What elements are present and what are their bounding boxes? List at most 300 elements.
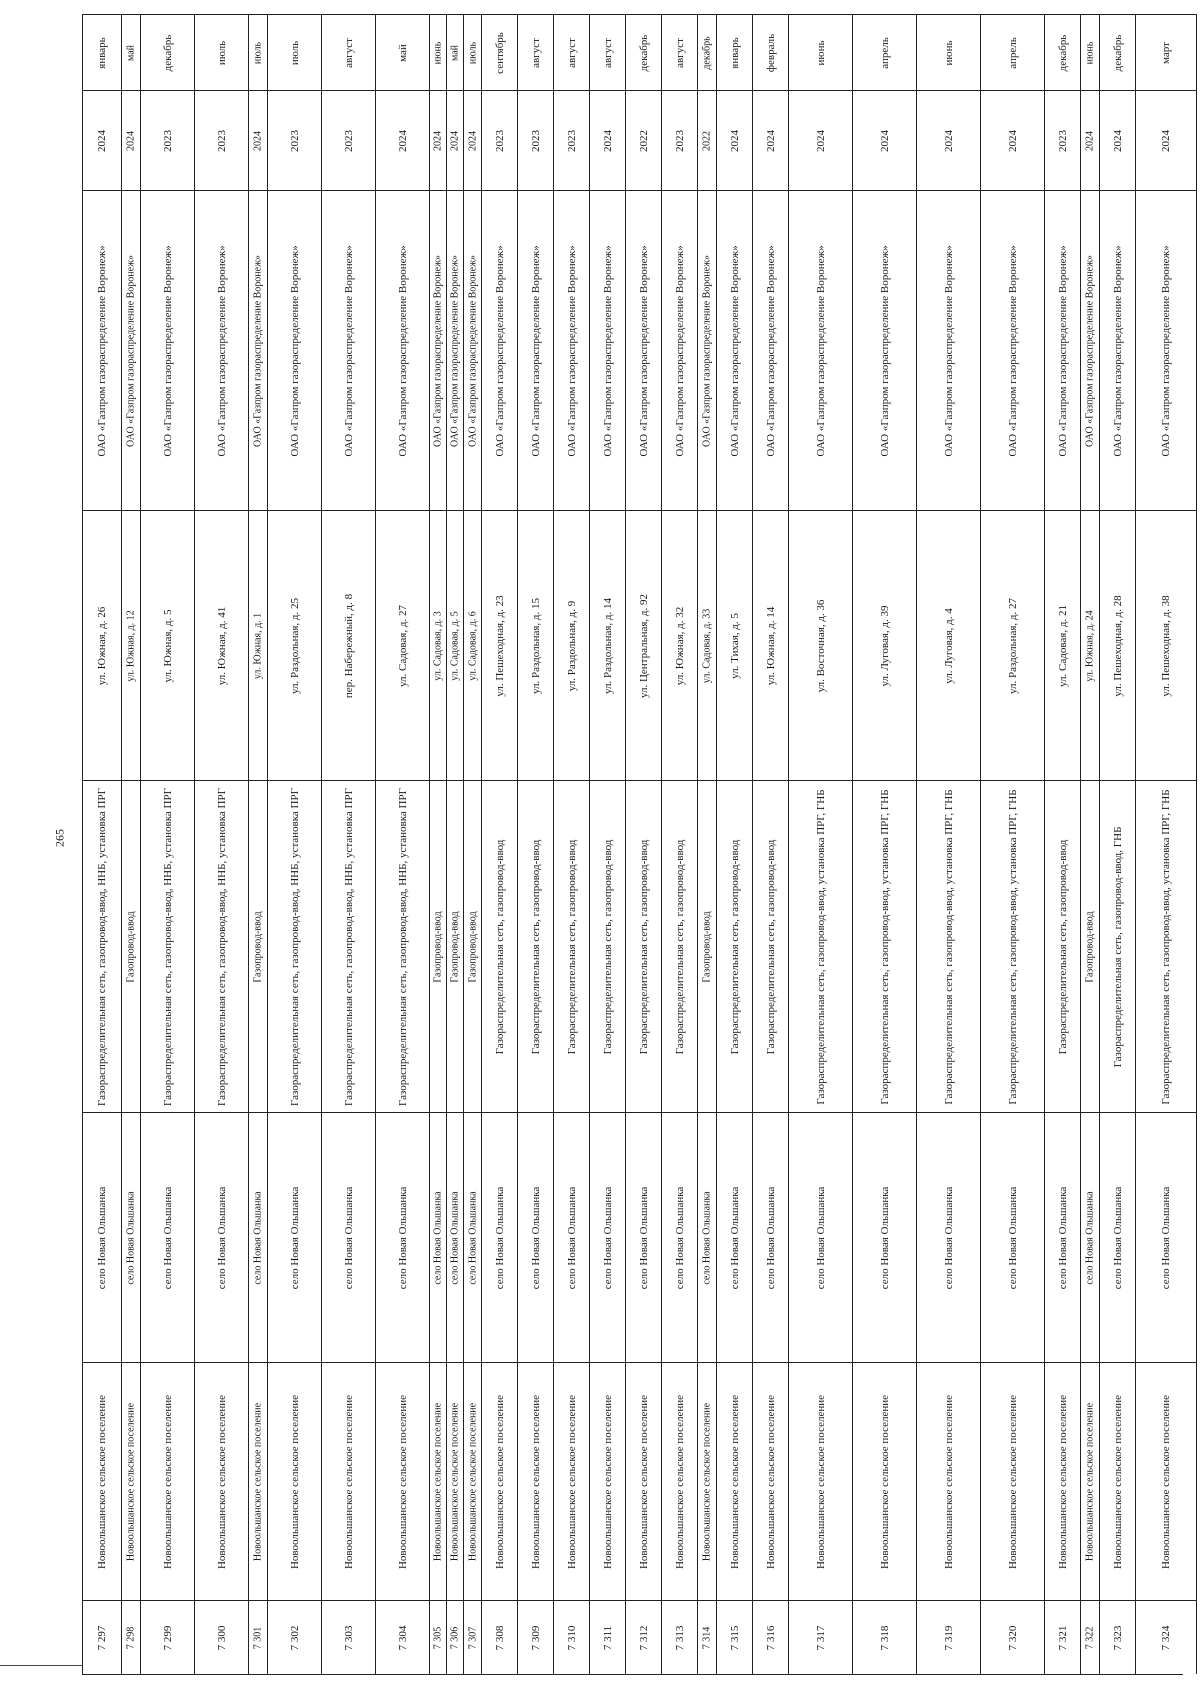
cell-text: ОАО «Газпром газораспределение Воронеж» [161,244,174,457]
cell-locality [981,1112,1044,1362]
cell-year [981,90,1044,190]
cell-text: ул. Южная, д. 1 [252,612,264,679]
cell-address [590,510,625,780]
cell-text: ул. Пешеходная, д. 38 [1160,594,1172,697]
cell-text: пер. Набережный, д. 8 [342,593,355,698]
cell-settlement [141,1362,194,1600]
cell-month [141,14,194,90]
cell-settlement [698,1362,716,1600]
cell-month [1136,14,1196,90]
cell-text: село Новая Ольшанка [701,1190,713,1285]
cell-text: Газораспределительная сеть, газопровод-ввод [728,839,741,1054]
cell-text: Новоольшанское сельское поселение [161,1394,174,1569]
cell-text: ОАО «Газпром газораспределение Воронеж» [565,244,578,457]
cell-owner [789,190,852,510]
cell-text: 7 311 [601,1625,614,1650]
cell-text: село Новая Ольшанка [125,1190,137,1285]
cell-text: ОАО «Газпром газораспределение Воронеж» [493,244,506,457]
cell-text: ул. Южная, д. 5 [161,609,174,682]
cell-address [83,510,121,780]
cell-text: май [449,44,461,61]
cell-text: 7 320 [1006,1625,1019,1650]
cell-text: декабрь [1056,34,1069,71]
cell-text: Газораспределительная сеть, газопровод-ввод, ГНБ [1111,826,1124,1067]
cell-text: 7 300 [215,1625,228,1650]
cell-text: Газопровод-ввод [449,910,461,983]
cell-month [981,14,1044,90]
cell-locality [447,1112,463,1362]
cell-text: село Новая Ольшанка [637,1186,650,1289]
cell-month [195,14,248,90]
cell-text: Газопровод-ввод [1084,910,1096,983]
cell-locality [430,1112,446,1362]
cell-text: Новоольшанское сельское поселение [1111,1394,1124,1569]
bottom-rule-left [0,1665,82,1666]
cell-address [195,510,248,780]
cell-text: сентябрь [493,31,506,74]
cell-year [1045,90,1080,190]
table-row [375,14,429,1674]
cell-locality [753,1112,788,1362]
cell-text: ОАО «Газпром газораспределение Воронеж» [396,244,409,457]
cell-owner [1136,190,1196,510]
cell-address [249,510,267,780]
cell-text: 7 306 [449,1626,461,1649]
cell-text: Новоольшанское сельское поселение [764,1394,777,1569]
cell-text: село Новая Ольшанка [493,1186,506,1289]
table-row [140,14,194,1674]
cell-settlement [1100,1362,1135,1600]
table-row [1080,14,1099,1674]
cell-object [430,780,446,1112]
cell-text: Новоольшанское сельское поселение [288,1394,301,1569]
cell-text: март [1160,41,1172,64]
cell-text: село Новая Ольшанка [432,1190,444,1285]
cell-text: Новоольшанское сельское поселение [467,1402,478,1561]
cell-num [482,1600,517,1674]
cell-text: Газораспределительная сеть, газопровод-ввод [601,839,614,1054]
cell-settlement [554,1362,589,1600]
cell-month [917,14,980,90]
cell-text: Новоольшанское сельское поселение [449,1402,461,1561]
cell-text: 2024 [1006,129,1019,152]
cell-text: август [342,37,355,68]
cell-year [249,90,267,190]
cell-text: 2024 [432,130,444,151]
table-row [267,14,321,1674]
cell-text: село Новая Ольшанка [252,1190,264,1285]
cell-year [662,90,697,190]
cell-month [590,14,625,90]
cell-address [1136,510,1196,780]
cell-settlement [83,1362,121,1600]
cell-text: Новоольшанское сельское поселение [1160,1394,1172,1569]
cell-text: 2023 [288,129,301,152]
cell-text: 2024 [942,129,955,152]
table-row [446,14,463,1674]
cell-num [981,1600,1044,1674]
cell-text: село Новая Ольшанка [1056,1186,1069,1289]
cell-text: ул. Раздольная, д. 25 [288,597,301,694]
cell-address [141,510,194,780]
cell-owner [83,190,121,510]
cell-owner [322,190,375,510]
cell-settlement [322,1362,375,1600]
cell-text: 2024 [449,130,461,151]
cell-year [322,90,375,190]
cell-num [322,1600,375,1674]
cell-owner [195,190,248,510]
cell-object [1081,780,1099,1112]
cell-text: Газораспределительная сеть, газопровод-ввод [493,839,506,1054]
cell-text: ул. Луговая, д. 4 [942,607,955,684]
cell-text: село Новая Ольшанка [396,1186,409,1289]
cell-text: 7 318 [878,1625,891,1650]
cell-num [376,1600,429,1674]
cell-month [853,14,916,90]
cell-num [1081,1600,1099,1674]
table-row [661,14,697,1674]
cell-text: 7 322 [1084,1626,1096,1649]
cell-text: ул. Пешеходная, д. 28 [1111,594,1124,697]
table-row [82,14,121,1674]
cell-text: ОАО «Газпром газораспределение Воронеж» [467,254,478,447]
cell-year [789,90,852,190]
cell-text: село Новая Ольшанка [942,1186,955,1289]
table-row [463,14,481,1674]
cell-owner [430,190,446,510]
cell-settlement [853,1362,916,1600]
cell-text: ул. Южная, д. 41 [215,606,228,685]
cell-settlement [981,1362,1044,1600]
cell-text: Газораспределительная сеть, газопровод-ввод, установка ПРГ, ГНБ [1160,788,1172,1105]
cell-text: ул. Раздольная, д. 9 [565,600,578,691]
cell-text: ул. Луговая, д. 39 [878,604,891,687]
table-row [980,14,1044,1674]
cell-year [1136,90,1196,190]
cell-text: 2024 [728,129,741,152]
cell-owner [447,190,463,510]
cell-text: июнь [432,41,444,64]
cell-text: Газораспределительная сеть, газопровод-ввод [673,839,686,1054]
cell-text: 2024 [601,129,614,152]
cell-settlement [789,1362,852,1600]
cell-text: 2023 [215,129,228,152]
cell-text: Новоольшанское сельское поселение [673,1394,686,1569]
cell-month [662,14,697,90]
cell-month [554,14,589,90]
cell-text: село Новая Ольшанка [529,1186,542,1289]
cell-text: апрель [878,36,891,69]
table-row [788,14,852,1674]
cell-text: ул. Садовая, д. 6 [467,610,478,681]
cell-text: ОАО «Газпром газораспределение Воронеж» [1111,244,1124,457]
cell-locality [268,1112,321,1362]
cell-text: ул. Южная, д. 32 [673,606,686,685]
cell-text: Газораспределительная сеть, газопровод-ввод, ННБ, установка ПРГ [288,787,301,1106]
cell-text: 2024 [878,129,891,152]
cell-owner [917,190,980,510]
cell-text: село Новая Ольшанка [565,1186,578,1289]
cell-text: Газопровод-ввод [467,910,478,983]
cell-text: ул. Садовая, д. 21 [1056,604,1069,687]
cell-num [122,1600,140,1674]
cell-num [717,1600,752,1674]
cell-num [626,1600,661,1674]
cell-text: Новоольшанское сельское поселение [878,1394,891,1569]
cell-text: декабрь [161,34,174,71]
cell-owner [1081,190,1099,510]
cell-month [268,14,321,90]
cell-num [1045,1600,1080,1674]
cell-year [626,90,661,190]
cell-text: 2024 [252,130,264,151]
cell-object [122,780,140,1112]
cell-address [376,510,429,780]
cell-text: село Новая Ольшанка [342,1186,355,1289]
table-row [1044,14,1080,1674]
cell-text: село Новая Ольшанка [215,1186,228,1289]
cell-num [430,1600,446,1674]
cell-address [662,510,697,780]
cell-settlement [590,1362,625,1600]
cell-owner [268,190,321,510]
cell-year [376,90,429,190]
cell-month [249,14,267,90]
cell-text: ОАО «Газпром газораспределение Воронеж» [215,244,228,457]
cell-text: Новоольшанское сельское поселение [814,1394,827,1569]
cell-object [447,780,463,1112]
cell-text: 2023 [565,129,578,152]
cell-owner [626,190,661,510]
cell-settlement [518,1362,553,1600]
cell-locality [789,1112,852,1362]
cell-text: 2023 [1056,129,1069,152]
table-row [1135,14,1197,1674]
bottom-rule [82,1674,1183,1675]
cell-num [83,1600,121,1674]
cell-text: 7 312 [637,1625,650,1650]
cell-text: 7 309 [529,1625,542,1650]
cell-object [554,780,589,1112]
cell-month [122,14,140,90]
cell-text: ул. Раздольная, д. 14 [601,597,614,694]
cell-text: Новоольшанское сельское поселение [565,1394,578,1569]
cell-object [268,780,321,1112]
cell-owner [518,190,553,510]
cell-text: ОАО «Газпром газораспределение Воронеж» [814,244,827,457]
cell-month [698,14,716,90]
cell-text: июнь [1084,41,1096,64]
cell-month [626,14,661,90]
cell-text: Газораспределительная сеть, газопровод-ввод [637,839,650,1054]
cell-month [518,14,553,90]
cell-owner [249,190,267,510]
cell-month [753,14,788,90]
cell-year [698,90,716,190]
cell-object [376,780,429,1112]
cell-owner [1045,190,1080,510]
cell-address [122,510,140,780]
cell-text: 2024 [764,129,777,152]
cell-text: ОАО «Газпром газораспределение Воронеж» [701,254,713,447]
cell-text: ОАО «Газпром газораспределение Воронеж» [637,244,650,457]
cell-text: 7 316 [764,1625,777,1650]
table-row [321,14,375,1674]
cell-locality [464,1112,481,1362]
cell-year [554,90,589,190]
table-row [716,14,752,1674]
cell-text: ОАО «Газпром газораспределение Воронеж» [449,254,461,447]
cell-text: июль [215,40,228,65]
cell-text: Газопровод-ввод [432,910,444,983]
cell-address [268,510,321,780]
cell-settlement [482,1362,517,1600]
cell-text: 2024 [396,129,409,152]
cell-num [141,1600,194,1674]
cell-num [662,1600,697,1674]
cell-address [981,510,1044,780]
cell-object [917,780,980,1112]
cell-text: Новоольшанское сельское поселение [637,1394,650,1569]
cell-text: село Новая Ольшанка [1084,1190,1096,1285]
cell-year [195,90,248,190]
cell-num [249,1600,267,1674]
cell-settlement [1045,1362,1080,1600]
cell-text: Новоольшанское сельское поселение [432,1402,444,1561]
cell-num [268,1600,321,1674]
cell-text: Новоольшанское сельское поселение [1084,1402,1096,1561]
cell-num [789,1600,852,1674]
cell-owner [698,190,716,510]
cell-object [789,780,852,1112]
cell-text: 2023 [673,129,686,152]
cell-year [1081,90,1099,190]
cell-object [853,780,916,1112]
cell-object [626,780,661,1112]
cell-text: ул. Садовая, д. 3 [432,610,444,681]
cell-text: село Новая Ольшанка [673,1186,686,1289]
cell-text: село Новая Ольшанка [288,1186,301,1289]
cell-text: ОАО «Газпром газораспределение Воронеж» [878,244,891,457]
cell-owner [482,190,517,510]
cell-text: ул. Раздольная, д. 15 [529,597,542,694]
table-row [517,14,553,1674]
cell-text: ОАО «Газпром газораспределение Воронеж» [728,244,741,457]
cell-text: Газопровод-ввод [125,910,137,983]
cell-text: август [565,37,578,68]
cell-text: ул. Раздольная, д. 27 [1006,597,1019,694]
cell-text: апрель [1006,36,1019,69]
cell-text: 7 304 [396,1625,409,1650]
cell-month [482,14,517,90]
cell-month [1081,14,1099,90]
cell-owner [464,190,481,510]
cell-text: Новоольшанское сельское поселение [1056,1394,1069,1569]
cell-locality [1100,1112,1135,1362]
cell-text: 7 299 [161,1625,174,1650]
cell-text: Газопровод-ввод [252,910,264,983]
cell-text: Новоольшанское сельское поселение [728,1394,741,1569]
cell-text: 7 323 [1111,1625,1124,1650]
cell-owner [753,190,788,510]
table-row [481,14,517,1674]
cell-text: 2024 [467,130,478,151]
cell-text: ОАО «Газпром газораспределение Воронеж» [252,254,264,447]
cell-address [753,510,788,780]
cell-settlement [917,1362,980,1600]
cell-text: 7 305 [432,1626,444,1649]
cell-text: декабрь [637,34,650,71]
cell-text: ул. Садовая, д. 33 [701,608,713,683]
cell-text: село Новая Ольшанка [728,1186,741,1289]
cell-text: 7 301 [252,1626,264,1649]
cell-month [1100,14,1135,90]
cell-address [853,510,916,780]
cell-text: Газораспределительная сеть, газопровод-ввод, установка ПРГ, ГНБ [814,788,827,1105]
cell-address [482,510,517,780]
cell-text: 2023 [529,129,542,152]
cell-num [753,1600,788,1674]
cell-settlement [464,1362,481,1600]
cell-settlement [1136,1362,1196,1600]
cell-object [464,780,481,1112]
cell-text: Новоольшанское сельское поселение [1006,1394,1019,1569]
cell-text: ул. Южная, д. 26 [96,606,108,685]
cell-year [482,90,517,190]
cell-object [1045,780,1080,1112]
cell-locality [853,1112,916,1362]
cell-year [518,90,553,190]
cell-address [917,510,980,780]
cell-text: ОАО «Газпром газораспределение Воронеж» [764,244,777,457]
cell-year [853,90,916,190]
cell-text: Газопровод-ввод [701,910,713,983]
cell-text: Газораспределительная сеть, газопровод-ввод [1056,839,1069,1054]
table-row [194,14,248,1674]
cell-text: 7 302 [288,1625,301,1650]
cell-text: Новоольшанское сельское поселение [529,1394,542,1569]
cell-text: село Новая Ольшанка [1160,1186,1172,1289]
cell-text: июль [288,40,301,65]
cell-settlement [249,1362,267,1600]
cell-text: февраль [764,33,777,72]
cell-text: ОАО «Газпром газораспределение Воронеж» [1006,244,1019,457]
table-row [553,14,589,1674]
cell-text: Новоольшанское сельское поселение [601,1394,614,1569]
cell-year [122,90,140,190]
cell-text: Новоольшанское сельское поселение [942,1394,955,1569]
cell-object [518,780,553,1112]
cell-month [789,14,852,90]
cell-text: 2023 [342,129,355,152]
cell-address [322,510,375,780]
table-row [916,14,980,1674]
cell-text: село Новая Ольшанка [878,1186,891,1289]
cell-year [447,90,463,190]
cell-month [717,14,752,90]
cell-owner [554,190,589,510]
cell-object [482,780,517,1112]
table-row [121,14,140,1674]
cell-text: село Новая Ольшанка [601,1186,614,1289]
cell-locality [195,1112,248,1362]
cell-text: ул. Южная, д. 12 [125,609,137,682]
cell-settlement [753,1362,788,1600]
cell-text: Новоольшанское сельское поселение [396,1394,409,1569]
cell-locality [482,1112,517,1362]
cell-text: Газораспределительная сеть, газопровод-ввод [565,839,578,1054]
